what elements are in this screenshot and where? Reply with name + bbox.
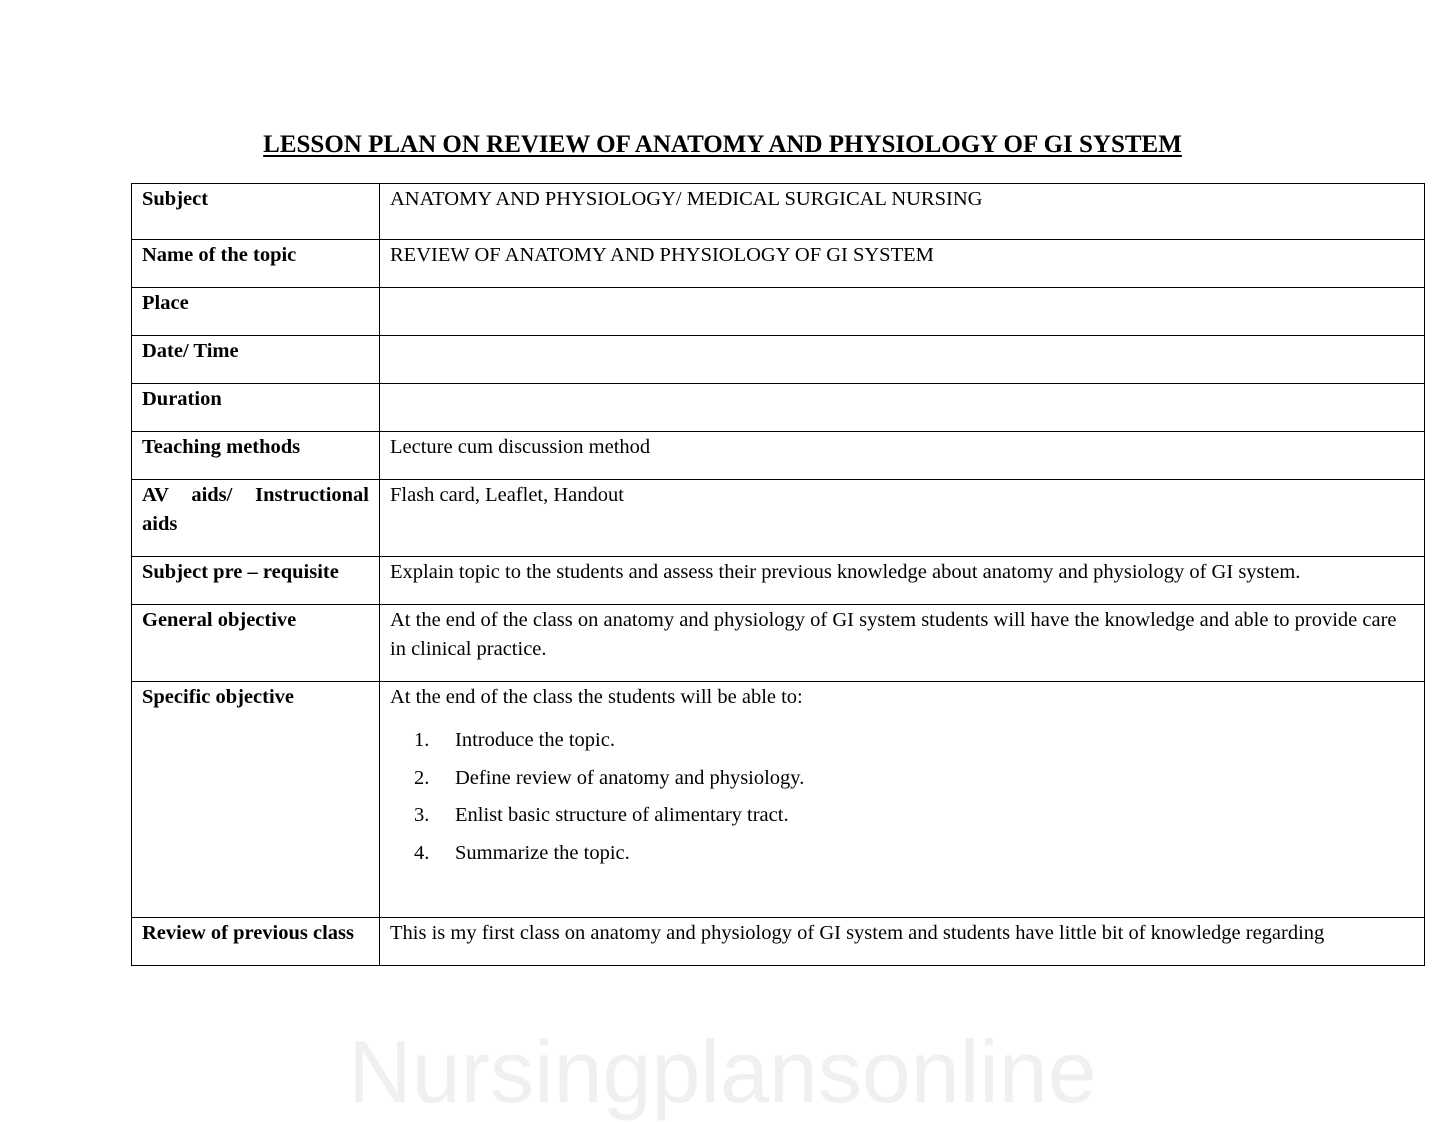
list-item: Enlist basic structure of alimentary tract. xyxy=(455,804,789,826)
label-av-aids: AV aids/ Instructional aids xyxy=(132,480,380,557)
row-place xyxy=(132,288,1425,336)
value-general-objective: At the end of the class on anatomy and physiology of GI system students will have the knowledge and able to provide care in clinical practice. xyxy=(380,605,1425,682)
label-subject: Subject xyxy=(132,184,380,240)
label-general-objective: General objective xyxy=(132,605,380,682)
label-date-time: Date/ Time xyxy=(132,336,380,384)
label-prerequisite: Subject pre – requisite xyxy=(132,557,380,605)
value-av-aids: Flash card, Leaflet, Handout xyxy=(380,480,1425,557)
value-date-time xyxy=(380,336,1425,384)
value-topic: REVIEW OF ANATOMY AND PHYSIOLOGY OF GI SYSTEM xyxy=(380,240,1425,288)
row-specific-objective xyxy=(132,682,1425,918)
value-specific-objective xyxy=(380,682,1425,918)
value-subject: ANATOMY AND PHYSIOLOGY/ MEDICAL SURGICAL NURSING xyxy=(380,184,1425,240)
value-prerequisite: Explain topic to the students and assess their previous knowledge about anatomy and physiology of GI system. xyxy=(380,557,1425,605)
label-place: Place xyxy=(132,288,380,336)
label-duration: Duration xyxy=(132,384,380,432)
list-item: Summarize the topic. xyxy=(455,841,630,864)
watermark: Nursingplansonline xyxy=(348,1022,1097,1121)
row-prerequisite xyxy=(132,557,1425,605)
document-title: LESSON PLAN ON REVIEW OF ANATOMY AND PHYSIOLOGY OF GI SYSTEM xyxy=(263,131,1182,158)
value-duration xyxy=(380,384,1425,432)
value-review-previous: This is my first class on anatomy and physiology of GI system and students have little bit of knowledge regarding xyxy=(380,918,1425,966)
lesson-plan-table xyxy=(131,183,1425,966)
row-av-aids xyxy=(132,480,1425,557)
row-review-previous xyxy=(132,918,1425,966)
list-item: Define review of anatomy and physiology. xyxy=(455,766,805,789)
row-duration xyxy=(132,384,1425,432)
row-topic xyxy=(132,240,1425,288)
label-teaching-methods: Teaching methods xyxy=(132,432,380,480)
specific-objective-list xyxy=(390,726,1414,868)
row-general-objective xyxy=(132,605,1425,682)
label-topic: Name of the topic xyxy=(132,240,380,288)
specific-objective-intro: At the end of the class the students will be able to: xyxy=(390,686,803,708)
label-specific-objective: Specific objective xyxy=(132,682,380,918)
value-teaching-methods: Lecture cum discussion method xyxy=(380,432,1425,480)
value-place xyxy=(380,288,1425,336)
row-teaching-methods xyxy=(132,432,1425,480)
label-review-previous: Review of previous class xyxy=(132,918,380,966)
list-item: Introduce the topic. xyxy=(455,729,615,751)
row-subject xyxy=(132,184,1425,240)
row-date-time xyxy=(132,336,1425,384)
